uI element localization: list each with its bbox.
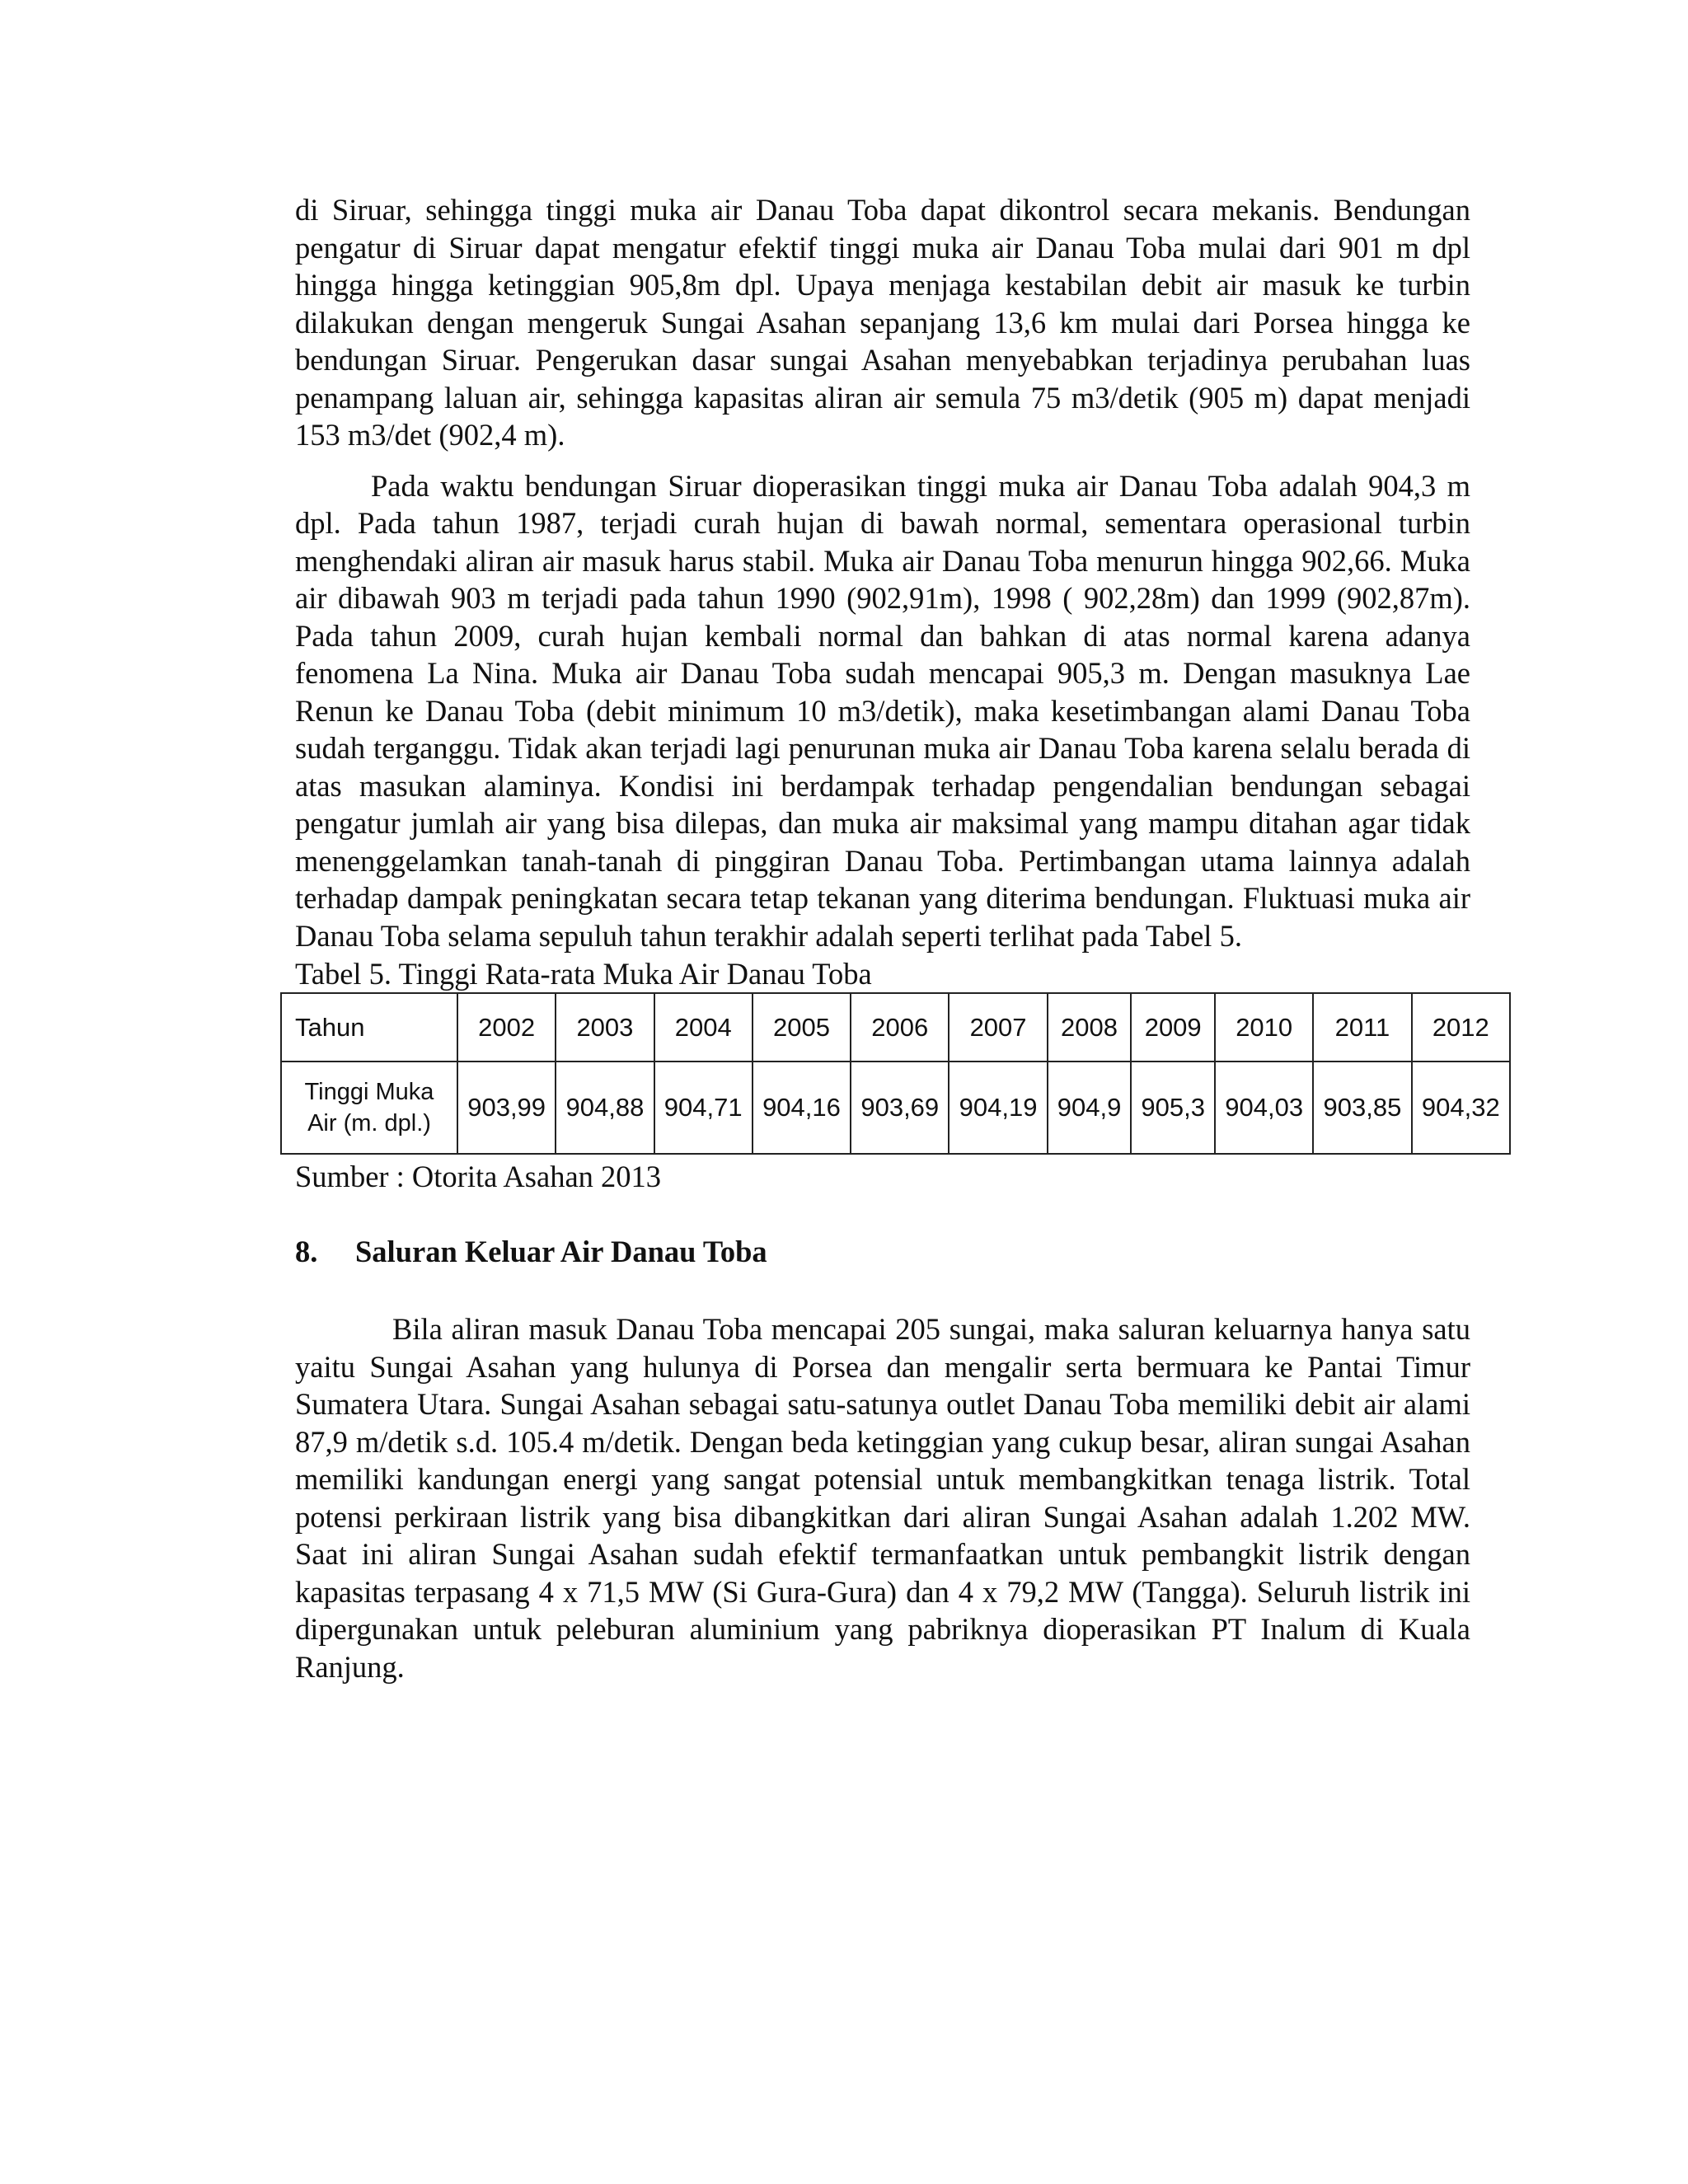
table-year-cell: 2010: [1215, 993, 1313, 1062]
table-year-cell: 2004: [654, 993, 753, 1062]
table-row-label: [281, 1062, 457, 1154]
table-value-cell: 904,88: [556, 1062, 654, 1154]
table-header-label: Tahun: [281, 993, 457, 1062]
table-source: Sumber : Otorita Asahan 2013: [295, 1160, 662, 1193]
table-year-cell: 2012: [1412, 993, 1510, 1062]
table-year-cell: 2006: [851, 993, 949, 1062]
table-year-cell: 2005: [753, 993, 851, 1062]
table-year-cell: 2011: [1313, 993, 1411, 1062]
table-value-cell: 903,69: [851, 1062, 949, 1154]
section-number: 8.: [295, 1235, 318, 1268]
table-value-cell: 903,99: [457, 1062, 556, 1154]
table-value-cell: 904,9: [1048, 1062, 1132, 1154]
paragraph-water-level-history: Pada waktu bendungan Siruar dioperasikan tinggi muka air Danau Toba adalah 904,3 m dpl. Pada tahun 1987, terjadi curah hujan di bawah normal, sementara operasional turbin menghendaki aliran air masuk harus stabil. Muka air Danau Toba menurun hingga 902,66. Muka air dibawah 903 m terjadi pada tahun 1990 (902,91m), 1998 ( 902,28m) dan 1999 (902,87m). Pada tahun 2009, curah hujan kembali normal dan bahkan di atas normal karena adanya fenomena La Nina. Muka air Danau Toba sudah mencapai 905,3 m. Dengan masuknya Lae Renun ke Danau Toba (debit minimum 10 m3/detik), maka kesetimbangan alami Danau Toba sudah terganggu. Tidak akan terjadi lagi penurunan muka air Danau Toba karena selalu berada di atas masukan alaminya. Kondisi ini berdampak terhadap pengendalian bendungan sebagai pengatur jumlah air yang bisa dilepas, dan muka air maksimal yang mampu ditahan agar tidak menenggelamkan tanah-tanah di pinggiran Danau Toba. Pertimbangan utama lainnya adalah terhadap dampak peningkatan secara tetap tekanan yang diterima bendungan. Fluktuasi muka air Danau Toba selama sepuluh tahun terakhir adalah seperti terlihat pada Tabel 5.: [295, 468, 1470, 953]
table-value-cell: 905,3: [1131, 1062, 1215, 1154]
table-value-cell: 904,32: [1412, 1062, 1510, 1154]
table-row-label-line-2: Air (m. dpl.): [307, 1110, 431, 1137]
document-body: [295, 191, 1500, 1685]
table-value-cell: 904,03: [1215, 1062, 1313, 1154]
section-heading: [295, 1233, 1470, 1271]
table-year-cell: 2008: [1048, 993, 1132, 1062]
table-value-cell: 904,19: [949, 1062, 1047, 1154]
table-value-cell: 904,71: [654, 1062, 753, 1154]
section-title: Saluran Keluar Air Danau Toba: [355, 1235, 767, 1268]
table-value-cell: 904,16: [753, 1062, 851, 1154]
paragraph-siruar-dam: di Siruar, sehingga tinggi muka air Danau Toba dapat dikontrol secara mekanis. Bendungan pengatur di Siruar dapat mengatur efektif tinggi muka air Danau Toba mulai dari 901 m dpl hingga hingga ketinggian 905,8m dpl. Upaya menjaga kestabilan debit air masuk ke turbin dilakukan dengan mengeruk Sungai Asahan sepanjang 13,6 km mulai dari Porsea hingga ke bendungan Siruar. Pengerukan dasar sungai Asahan menyebabkan terjadinya perubahan luas penampang laluan air, sehingga kapasitas aliran air semula 75 m3/detik (905 m) dapat menjadi 153 m3/det (902,4 m).: [295, 193, 1470, 452]
table-value-row: [281, 1062, 1510, 1154]
table-year-cell: 2003: [556, 993, 654, 1062]
water-level-table: [280, 992, 1511, 1155]
table-value-cell: 903,85: [1313, 1062, 1411, 1154]
table-year-cell: 2002: [457, 993, 556, 1062]
table-header-row: [281, 993, 1510, 1062]
table-year-cell: 2009: [1131, 993, 1215, 1062]
table-row-label-line-1: Tinggi Muka: [304, 1079, 434, 1105]
table-year-cell: 2007: [949, 993, 1047, 1062]
table-caption: Tabel 5. Tinggi Rata-rata Muka Air Danau Toba: [295, 957, 872, 991]
paragraph-outlet: Bila aliran masuk Danau Toba mencapai 205 sungai, maka saluran keluarnya hanya satu yaitu Sungai Asahan yang hulunya di Porsea dan mengalir serta bermuara ke Pantai Timur Sumatera Utara. Sungai Asahan sebagai satu-satunya outlet Danau Toba memiliki debit air alami 87,9 m/detik s.d. 105.4 m/detik. Dengan beda ketinggian yang cukup besar, aliran sungai Asahan memiliki kandungan energi yang sangat potensial untuk membangkitkan tenaga listrik. Total potensi perkiraan listrik yang bisa dibangkitkan dari aliran Sungai Asahan adalah 1.202 MW. Saat ini aliran Sungai Asahan sudah efektif termanfaatkan untuk pembangkit listrik dengan kapasitas terpasang 4 x 71,5 MW (Si Gura-Gura) dan 4 x 79,2 MW (Tangga). Seluruh listrik ini dipergunakan untuk peleburan aluminium yang pabriknya dioperasikan PT Inalum di Kuala Ranjung.: [295, 1312, 1470, 1684]
